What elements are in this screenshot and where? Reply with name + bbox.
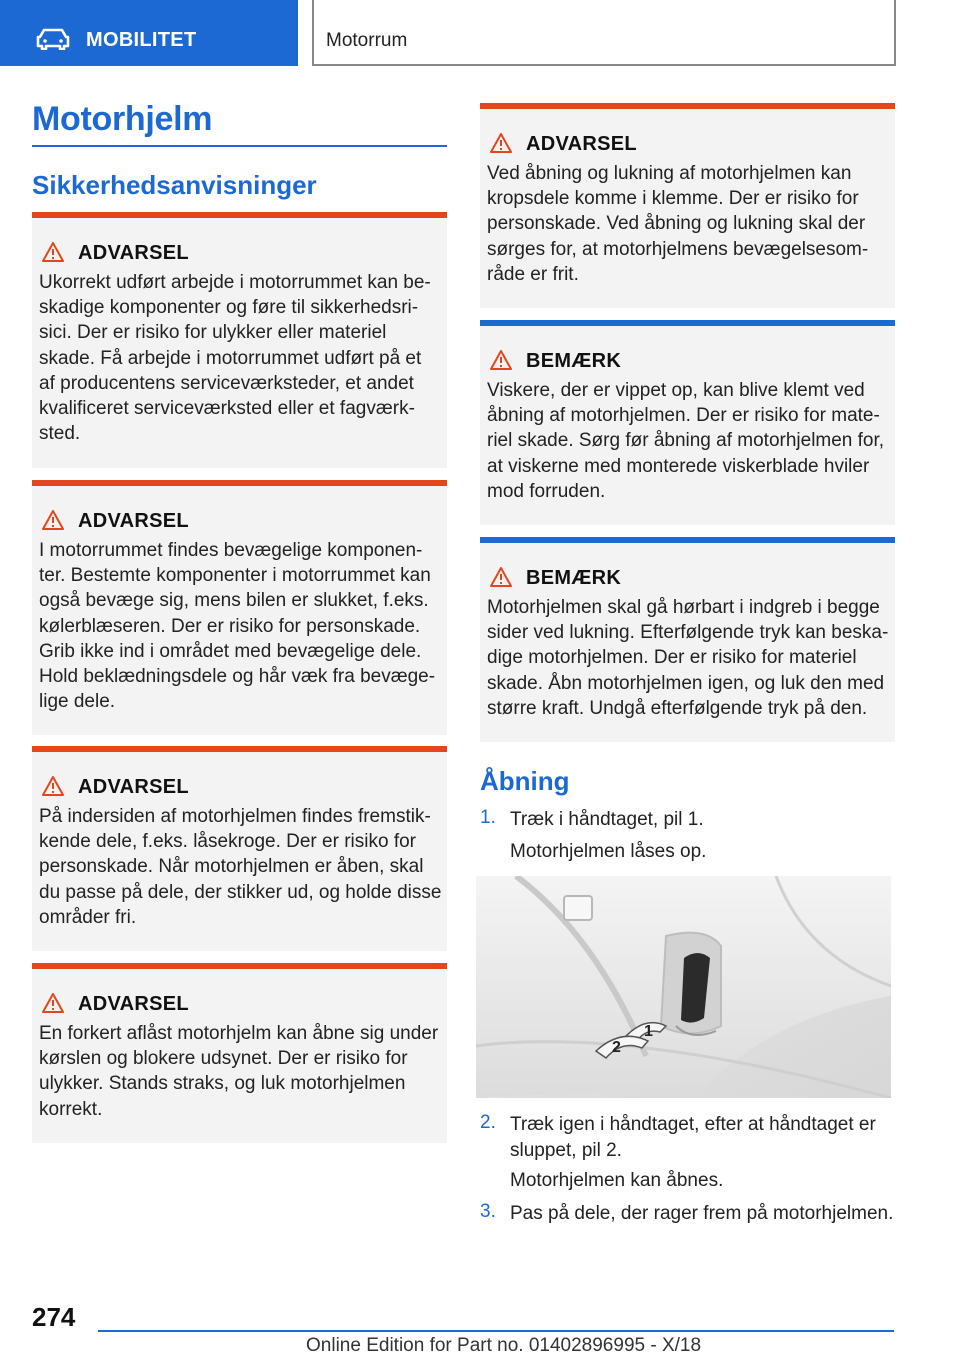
warning-title: ADVARSEL bbox=[78, 510, 189, 532]
warning-triangle-icon bbox=[42, 510, 64, 530]
warning-text: En forkert aflåst motorhjelm kan åbne sig under kørslen og blokere udsynet. Der er risiko for ulykker. Stands straks, og luk motorhjelmen korrekt. bbox=[39, 1023, 439, 1120]
warning-title: ADVARSEL bbox=[526, 133, 637, 155]
note-bar bbox=[480, 320, 895, 326]
step-number: 1. bbox=[480, 807, 496, 828]
page-title: Motorhjelm bbox=[32, 100, 213, 138]
warning-triangle-icon bbox=[490, 350, 512, 370]
arrow-label-1: 1 bbox=[644, 1023, 653, 1040]
warning-box bbox=[32, 480, 447, 735]
warning-bar bbox=[480, 103, 895, 109]
warning-text: Ved åbning og lukning af motorhjelmen kan kropsdele komme i klemme. Der er risiko for personskade. Ved åbning og lukning skal der sørges for, at motorhjelmens bevægelsesom- råde er frit. bbox=[487, 163, 869, 285]
edition-text: Online Edition for Part no. 01402896995 - X/18 bbox=[306, 1335, 702, 1356]
footer-divider bbox=[98, 1330, 894, 1332]
warning-box bbox=[32, 746, 447, 951]
page-number: 274 bbox=[32, 1302, 76, 1332]
topic-label: Motorrum bbox=[326, 30, 408, 51]
step-result: Motorhjelmen kan åbnes. bbox=[510, 1170, 724, 1191]
warning-title: ADVARSEL bbox=[78, 993, 189, 1015]
note-box bbox=[480, 320, 895, 525]
opening-heading: Åbning bbox=[480, 766, 570, 796]
warning-title: ADVARSEL bbox=[78, 242, 189, 264]
car-icon bbox=[36, 28, 70, 50]
warning-bar bbox=[32, 212, 447, 218]
warning-triangle-icon bbox=[490, 133, 512, 153]
section-tab[interactable] bbox=[0, 0, 298, 66]
title-divider bbox=[32, 145, 447, 147]
warning-text: I motorrummet findes bevægelige komponen- ter. Bestemte komponenter i motorrummet kan også bevæge sig, mens bilen er slukket, f.eks. kølerblæseren. Der er risiko for personskade. Grib ikke ind i området med bevægelige dele. Hold beklædningsdele og hår væk fra bevæge- lige dele. bbox=[39, 540, 436, 713]
note-box bbox=[480, 537, 895, 742]
section-heading: Sikkerhedsanvisninger bbox=[32, 170, 317, 200]
note-text: Viskere, der er vippet op, kan blive klemt ved åbning af motorhjelmen. Der er risiko for mate- riel skade. Sørg før åbning af motorhjelmen for, at viskerne med monterede viskerblade hviler mod forruden. bbox=[487, 380, 885, 502]
note-bar bbox=[480, 537, 895, 543]
step-text: Pas på dele, der rager frem på motorhjelmen. bbox=[510, 1203, 894, 1224]
warning-bar bbox=[32, 963, 447, 969]
arrow-label-2: 2 bbox=[612, 1039, 621, 1056]
warning-box bbox=[480, 103, 895, 308]
hood-release-photo bbox=[476, 876, 891, 1098]
warning-text: Ukorrekt udført arbejde i motorrummet kan be- skadige komponenter og føre til sikkerhedsri- sici. Der er risiko for ulykker eller materiel skade. Få arbejde i motorrummet udført på et af producentens serviceværksteder, et andet kvalificeret serviceværksted eller et fagværk- sted. bbox=[39, 272, 431, 445]
step-text: Træk igen i håndtaget, efter at håndtaget er sluppet, pil 2. bbox=[510, 1114, 876, 1161]
note-title: BEMÆRK bbox=[526, 567, 622, 589]
note-title: BEMÆRK bbox=[526, 350, 622, 372]
warning-bar bbox=[32, 480, 447, 486]
section-label: MOBILITET bbox=[86, 29, 197, 51]
warning-triangle-icon bbox=[42, 242, 64, 262]
warning-triangle-icon bbox=[42, 776, 64, 796]
step-number: 3. bbox=[480, 1201, 496, 1222]
warning-bar bbox=[32, 746, 447, 752]
note-text: Motorhjelmen skal gå hørbart i indgreb i begge sider ved lukning. Efterfølgende tryk kan beska- dige motorhjelmen. Der er risiko for materiel skade. Åbn motorhjelmen igen, og luk den med større kraft. Undgå efterfølgende tryk på den. bbox=[487, 597, 889, 719]
warning-box bbox=[32, 963, 447, 1143]
warning-box bbox=[32, 212, 447, 468]
warning-title: ADVARSEL bbox=[78, 776, 189, 798]
step-text: Træk i håndtaget, pil 1. bbox=[510, 809, 704, 830]
warning-text: På indersiden af motorhjelmen findes fremstik- kende dele, f.eks. låsekroge. Der er risiko for personskade. Når motorhjelmen er åben, skal du passe på dele, der stikker ud, og holde disse områder fri. bbox=[39, 806, 442, 928]
step-number: 2. bbox=[480, 1112, 496, 1133]
step-result: Motorhjelmen låses op. bbox=[510, 841, 707, 862]
warning-triangle-icon bbox=[490, 567, 512, 587]
hood-release-illustration bbox=[476, 876, 891, 1098]
warning-triangle-icon bbox=[42, 993, 64, 1013]
